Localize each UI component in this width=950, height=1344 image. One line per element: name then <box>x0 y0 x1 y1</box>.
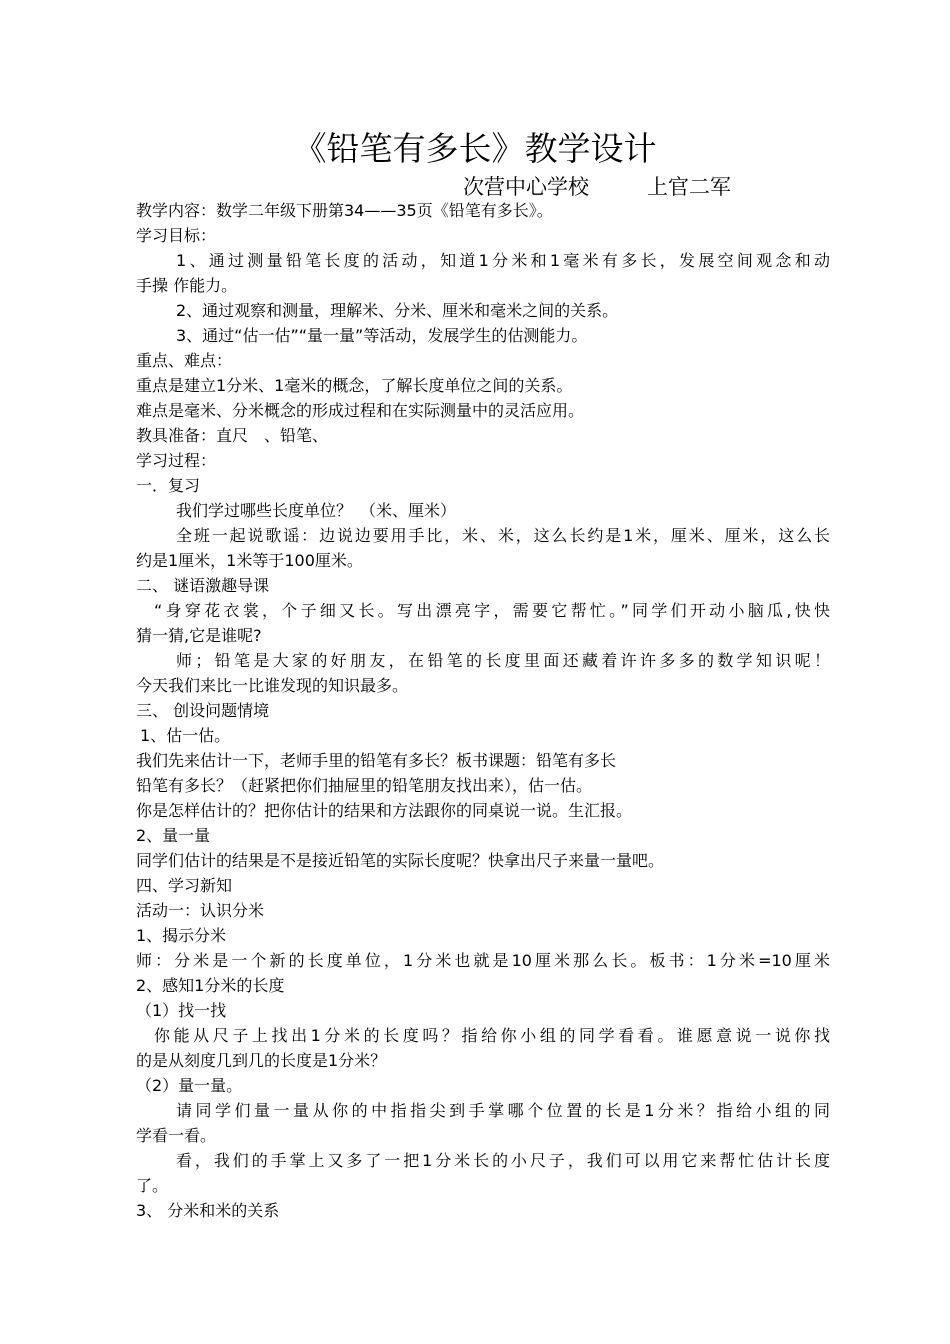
section-heading: 二、 谜语激趣导课 <box>136 576 270 595</box>
paragraph-line: 师；铅笔是大家的好朋友，在铅笔的长度里面还藏着许许多多的数学知识呢！ <box>176 651 830 670</box>
paragraph-line: 学习目标： <box>136 226 217 245</box>
paragraph-line: 教学内容：数学二年级下册第34——35页《铅笔有多长》。 <box>136 201 553 220</box>
paragraph-line: 学习过程： <box>136 451 217 470</box>
paragraph-line: 重点、难点： <box>136 351 233 370</box>
paragraph-line: 手操 作能力。 <box>136 276 238 295</box>
paragraph-line: 师：分米是一个新的长度单位，1分米也就是10厘米那么长。板书：1分米=10厘米 <box>136 951 830 970</box>
author-name: 上官二军 <box>647 175 731 199</box>
author-school: 次营中心学校 <box>463 175 589 199</box>
paragraph-line: 约是1厘米，1米等于100厘米。 <box>136 551 363 570</box>
paragraph-line: 3、通过“估一估”“量一量”等活动，发展学生的估测能力。 <box>176 326 588 345</box>
paragraph-line: 的是从刻度几到几的长度是1分米？ <box>136 1051 387 1070</box>
paragraph-line: 我们先来估计一下，老师手里的铅笔有多长？板书课题：铅笔有多长 <box>136 751 617 770</box>
paragraph-line: 学看一看。 <box>136 1126 217 1145</box>
document-body <box>136 198 830 1223</box>
paragraph-line: 你能从尺子上找出1分米的长度吗？指给你小组的同学看看。谁愿意说一说你找 <box>154 1026 830 1045</box>
section-heading: 四、学习新知 <box>136 876 233 895</box>
paragraph-line: （1）找一找 <box>136 1001 227 1020</box>
paragraph-line: 1、揭示分米 <box>136 926 227 945</box>
document-title: 《铅笔有多长》教学设计 <box>293 129 657 168</box>
paragraph-line: 我们学过哪些长度单位？ （米、厘米） <box>176 501 457 520</box>
paragraph-line: 了。 <box>136 1176 169 1195</box>
paragraph-line: 铅笔有多长？（赶紧把你们抽屉里的铅笔朋友找出来），估一估。 <box>136 776 593 795</box>
paragraph-line: （2）量一量。 <box>136 1076 243 1095</box>
paragraph-line: 2、通过观察和测量，理解米、分米、厘米和毫米之间的关系。 <box>176 301 619 320</box>
section-heading: 三、 创设问题情境 <box>136 701 270 720</box>
paragraph-line: 你是怎样估计的？把你估计的结果和方法跟你的同桌说一说。生汇报。 <box>136 801 633 820</box>
paragraph-line: 2、量一量 <box>136 826 211 845</box>
paragraph-line: 猜一猜,它是谁呢? <box>136 626 262 645</box>
paragraph-line: 看，我们的手掌上又多了一把1分米长的小尺子，我们可以用它来帮忙估计长度 <box>176 1151 830 1170</box>
section-heading: 一．复习 <box>136 476 201 495</box>
paragraph-line: 1、通过测量铅笔长度的活动，知道1分米和1毫米有多长，发展空间观念和动 <box>176 251 830 270</box>
paragraph-line: “身穿花衣裳，个子细又长。写出漂亮字，需要它帮忙。”同学们开动小脑瓜,快快 <box>154 601 830 620</box>
paragraph-line: 难点是毫米、分米概念的形成过程和在实际测量中的灵活应用。 <box>136 401 585 420</box>
paragraph-line: 今天我们来比一比谁发现的知识最多。 <box>136 676 409 695</box>
paragraph-line: 2、感知1分米的长度 <box>136 976 285 995</box>
paragraph-line: 请同学们量一量从你的中指指尖到手掌哪个位置的长是1分米？指给小组的同 <box>176 1101 830 1120</box>
section-heading: 3、 分米和米的关系 <box>136 1201 280 1220</box>
paragraph-line: 重点是建立1分米、1毫米的概念，了解长度单位之间的关系。 <box>136 376 573 395</box>
paragraph-line: 同学们估计的结果是不是接近铅笔的实际长度呢？快拿出尺子来量一量吧。 <box>136 851 665 870</box>
paragraph-line: 活动一：认识分米 <box>136 901 265 920</box>
paragraph-line: 教具准备：直尺 、铅笔、 <box>136 426 329 445</box>
paragraph-line: 全班一起说歌谣：边说边要用手比，米、米，这么长约是1米，厘米、厘米，这么长 <box>176 526 830 545</box>
paragraph-line: 1、估一估。 <box>140 726 231 745</box>
